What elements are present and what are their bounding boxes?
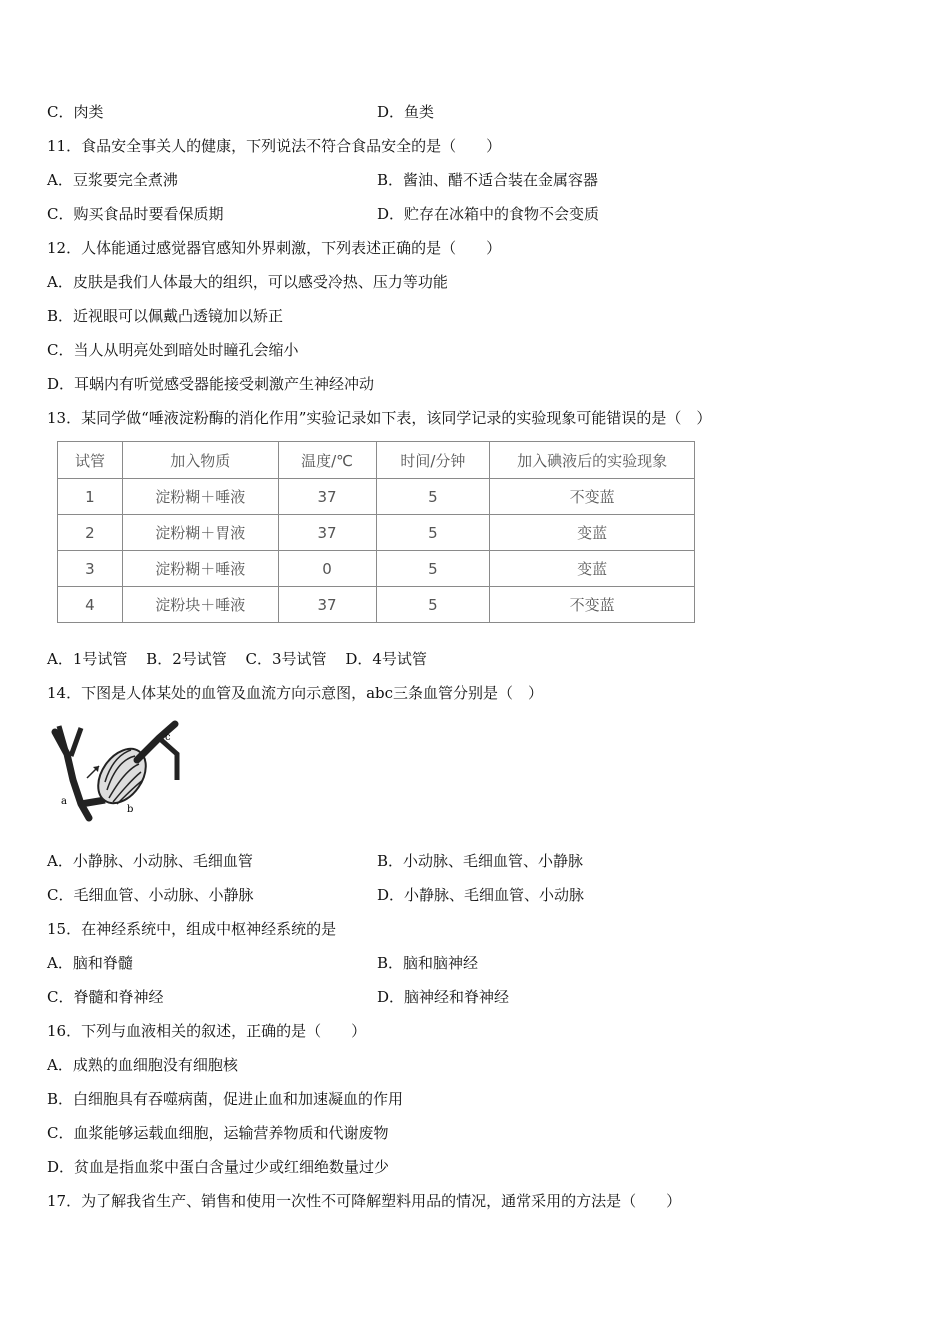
q12-stem: 12．人体能通过感觉器官感知外界刺激，下列表述正确的是（ ） [47, 239, 502, 257]
q15-option-b: B．脑和脑神经 [377, 954, 479, 972]
q13-option-b: B．2号试管 [146, 650, 227, 668]
table-row [58, 551, 695, 587]
q17-stem: 17．为了解我省生产、销售和使用一次性不可降解塑料用品的情况，通常采用的方法是（ ） [47, 1192, 682, 1210]
table-header: 加入物质 [122, 442, 278, 479]
q13-stem: 13．某同学做“唾液淀粉酶的消化作用”实验记录如下表，该同学记录的实验现象可能错误的是（ ） [47, 409, 712, 427]
table-cell: 37 [278, 479, 376, 515]
q11-option-d: D．贮存在冰箱中的食物不会变质 [377, 205, 600, 223]
blood-vessel-figure [47, 720, 182, 830]
table-cell: 变蓝 [490, 551, 695, 587]
table-cell: 淀粉糊＋唾液 [122, 479, 278, 515]
label-b: b [127, 804, 134, 815]
table-cell: 不变蓝 [490, 587, 695, 623]
q11-option-a: A．豆浆要完全煮沸 [47, 171, 178, 189]
table-header-row [58, 442, 695, 479]
q15-option-a: A．脑和脊髓 [47, 954, 133, 972]
label-c: c [165, 732, 171, 743]
table-row [58, 479, 695, 515]
table-cell: 37 [278, 587, 376, 623]
table-header: 时间/分钟 [376, 442, 490, 479]
table-cell: 1 [58, 479, 123, 515]
q10-option-c: C．肉类 [47, 103, 104, 121]
q12-option-b: B．近视眼可以佩戴凸透镜加以矫正 [47, 307, 284, 325]
q13-option-a: A．1号试管 [47, 650, 128, 668]
table-header: 试管 [58, 442, 123, 479]
vessel-a-to-capillaries [81, 800, 105, 804]
q14-option-a: A．小静脉、小动脉、毛细血管 [47, 852, 253, 870]
q16-option-c: C．血浆能够运载血细胞，运输营养物质和代谢废物 [47, 1124, 389, 1142]
table-header: 温度/℃ [278, 442, 376, 479]
table-cell: 淀粉糊＋胃液 [122, 515, 278, 551]
table-row [58, 587, 695, 623]
table-cell: 3 [58, 551, 123, 587]
table-row [58, 515, 695, 551]
experiment-table [57, 441, 695, 623]
q13-options [47, 649, 441, 669]
vessel-c-branch [159, 738, 177, 780]
vessel-a-branch-right [71, 728, 81, 756]
q11-option-b: B．酱油、醋不适合装在金属容器 [377, 171, 599, 189]
q14-option-b: B．小动脉、毛细血管、小静脉 [377, 852, 584, 870]
q16-option-b: B．白细胞具有吞噬病菌，促进止血和加速凝血的作用 [47, 1090, 404, 1108]
q14-option-d: D．小静脉、毛细血管、小动脉 [377, 886, 585, 904]
q16-option-a: A．成熟的血细胞没有细胞核 [47, 1056, 238, 1074]
q15-option-d: D．脑神经和脊神经 [377, 988, 510, 1006]
table-cell: 0 [278, 551, 376, 587]
q12-option-c: C．当人从明亮处到暗处时瞳孔会缩小 [47, 341, 299, 359]
q15-stem: 15．在神经系统中，组成中枢神经系统的是 [47, 920, 337, 938]
table-cell: 变蓝 [490, 515, 695, 551]
q11-option-c: C．购买食品时要看保质期 [47, 205, 224, 223]
label-a: a [61, 796, 67, 807]
table-header: 加入碘液后的实验现象 [490, 442, 695, 479]
table-cell: 5 [376, 515, 490, 551]
q16-option-d: D．贫血是指血浆中蛋白含量过少或红细绝数量过少 [47, 1158, 390, 1176]
table-cell: 不变蓝 [490, 479, 695, 515]
q11-stem: 11．食品安全事关人的健康，下列说法不符合食品安全的是（ ） [47, 137, 502, 155]
q12-option-a: A．皮肤是我们人体最大的组织，可以感受冷热、压力等功能 [47, 273, 448, 291]
table-cell: 4 [58, 587, 123, 623]
table-cell: 5 [376, 479, 490, 515]
q10-option-d: D．鱼类 [377, 103, 435, 121]
q14-stem: 14．下图是人体某处的血管及血流方向示意图，abc三条血管分别是（ ） [47, 684, 544, 702]
q16-stem: 16．下列与血液相关的叙述，正确的是（ ） [47, 1022, 367, 1040]
table-cell: 淀粉块＋唾液 [122, 587, 278, 623]
table-cell: 5 [376, 587, 490, 623]
table-cell: 2 [58, 515, 123, 551]
q13-option-d: D．4号试管 [345, 650, 427, 668]
table-cell: 5 [376, 551, 490, 587]
q13-option-c: C．3号试管 [245, 650, 327, 668]
table-cell: 淀粉糊＋唾液 [122, 551, 278, 587]
q14-option-c: C．毛细血管、小动脉、小静脉 [47, 886, 254, 904]
q12-option-d: D．耳蜗内有听觉感受器能接受刺激产生神经冲动 [47, 375, 375, 393]
table-cell: 37 [278, 515, 376, 551]
q15-option-c: C．脊髓和脊神经 [47, 988, 164, 1006]
